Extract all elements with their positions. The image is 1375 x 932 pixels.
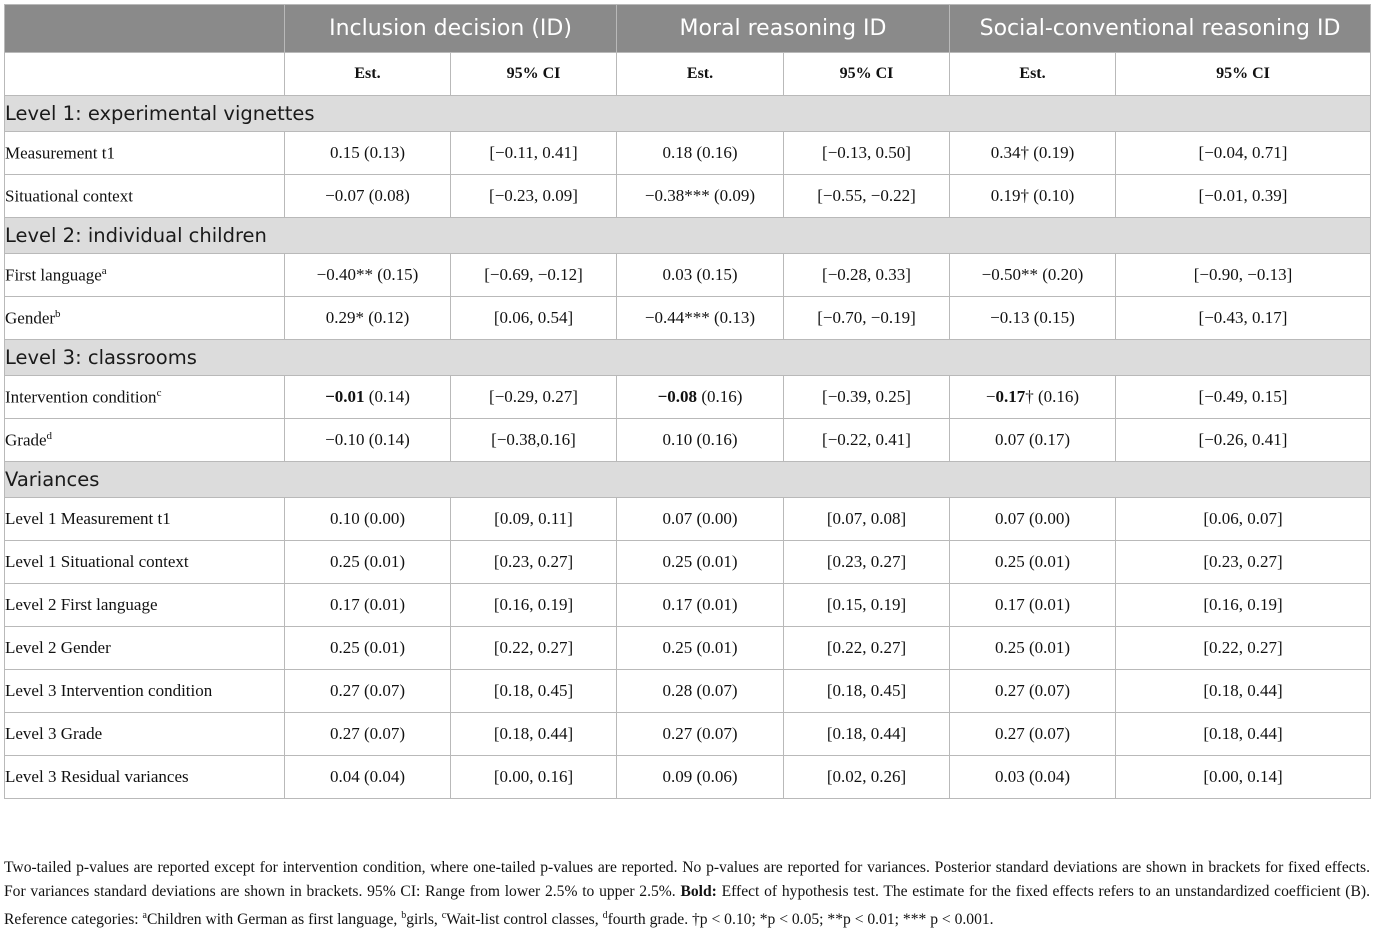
- cell-estimate: 0.15 (0.13): [285, 132, 451, 175]
- cell-estimate: 0.19† (0.10): [950, 175, 1116, 218]
- cell-ci: [0.22, 0.27]: [451, 627, 617, 670]
- cell-ci: [0.16, 0.19]: [1116, 584, 1371, 627]
- cell-estimate: 0.25 (0.01): [950, 627, 1116, 670]
- cell-ci: [−0.39, 0.25]: [784, 376, 950, 419]
- table-row: [5, 541, 1371, 584]
- subheader-est: Est.: [950, 53, 1116, 96]
- row-label: Measurement t1: [5, 132, 285, 175]
- cell-estimate: 0.29* (0.12): [285, 297, 451, 340]
- cell-ci: [0.23, 0.27]: [1116, 541, 1371, 584]
- cell-ci: [−0.90, −0.13]: [1116, 254, 1371, 297]
- cell-estimate: 0.10 (0.00): [285, 498, 451, 541]
- cell-estimate: 0.17 (0.01): [617, 584, 784, 627]
- cell-estimate: −0.13 (0.15): [950, 297, 1116, 340]
- header-group-moral: Moral reasoning ID: [617, 5, 950, 53]
- row-label: Intervention condition$^c$: [5, 376, 285, 419]
- cell-ci: [0.23, 0.27]: [784, 541, 950, 584]
- cell-estimate: 0.27 (0.07): [285, 713, 451, 756]
- row-label: Level 3 Residual variances: [5, 756, 285, 799]
- cell-estimate: 0.07 (0.00): [950, 498, 1116, 541]
- section-title: Variances: [5, 462, 1371, 498]
- cell-ci: [−0.29, 0.27]: [451, 376, 617, 419]
- table-row: [5, 175, 1371, 218]
- section-header: [5, 218, 1371, 254]
- cell-estimate: 0.34† (0.19): [950, 132, 1116, 175]
- cell-estimate: −0.17† (0.16): [950, 376, 1116, 419]
- cell-estimate: −0.07 (0.08): [285, 175, 451, 218]
- cell-ci: [−0.38,0.16]: [451, 419, 617, 462]
- table-row: [5, 756, 1371, 799]
- cell-estimate: −0.44*** (0.13): [617, 297, 784, 340]
- cell-ci: [−0.28, 0.33]: [784, 254, 950, 297]
- cell-estimate: −0.50** (0.20): [950, 254, 1116, 297]
- subheader-est: Est.: [617, 53, 784, 96]
- cell-estimate: −0.40** (0.15): [285, 254, 451, 297]
- cell-estimate: 0.10 (0.16): [617, 419, 784, 462]
- header-group-row: [5, 5, 1371, 53]
- row-label: Situational context: [5, 175, 285, 218]
- cell-estimate: 0.09 (0.06): [617, 756, 784, 799]
- cell-estimate: −0.08 (0.16): [617, 376, 784, 419]
- cell-estimate: 0.03 (0.15): [617, 254, 784, 297]
- cell-estimate: 0.04 (0.04): [285, 756, 451, 799]
- cell-estimate: 0.27 (0.07): [950, 670, 1116, 713]
- table-row: [5, 627, 1371, 670]
- cell-ci: [−0.43, 0.17]: [1116, 297, 1371, 340]
- cell-ci: [−0.13, 0.50]: [784, 132, 950, 175]
- cell-estimate: 0.27 (0.07): [617, 713, 784, 756]
- section-title: Level 2: individual children: [5, 218, 1371, 254]
- table-row: [5, 713, 1371, 756]
- section-header: [5, 462, 1371, 498]
- table-row: [5, 254, 1371, 297]
- table-row: [5, 498, 1371, 541]
- subheader-est: Est.: [285, 53, 451, 96]
- cell-ci: [−0.26, 0.41]: [1116, 419, 1371, 462]
- cell-estimate: 0.17 (0.01): [285, 584, 451, 627]
- row-label: Gender$^b$: [5, 297, 285, 340]
- section-header: [5, 340, 1371, 376]
- subheader-ci: 95% CI: [784, 53, 950, 96]
- cell-ci: [−0.69, −0.12]: [451, 254, 617, 297]
- table-row: [5, 584, 1371, 627]
- cell-ci: [0.16, 0.19]: [451, 584, 617, 627]
- cell-ci: [−0.23, 0.09]: [451, 175, 617, 218]
- header-corner: [5, 5, 285, 53]
- cell-ci: [0.22, 0.27]: [1116, 627, 1371, 670]
- row-label: Level 1 Measurement t1: [5, 498, 285, 541]
- cell-ci: [−0.01, 0.39]: [1116, 175, 1371, 218]
- cell-ci: [0.18, 0.44]: [1116, 713, 1371, 756]
- subheader-corner: [5, 53, 285, 96]
- row-label: First language$^a$: [5, 254, 285, 297]
- cell-ci: [0.00, 0.16]: [451, 756, 617, 799]
- subheader-ci: 95% CI: [451, 53, 617, 96]
- row-label: Level 1 Situational context: [5, 541, 285, 584]
- results-table: [4, 4, 1371, 799]
- table-row: [5, 670, 1371, 713]
- cell-ci: [0.06, 0.54]: [451, 297, 617, 340]
- cell-estimate: −0.01 (0.14): [285, 376, 451, 419]
- cell-ci: [0.07, 0.08]: [784, 498, 950, 541]
- cell-estimate: −0.10 (0.14): [285, 419, 451, 462]
- row-label: Grade$^d$: [5, 419, 285, 462]
- cell-estimate: 0.25 (0.01): [617, 541, 784, 584]
- cell-ci: [−0.04, 0.71]: [1116, 132, 1371, 175]
- cell-ci: [0.06, 0.07]: [1116, 498, 1371, 541]
- cell-ci: [−0.70, −0.19]: [784, 297, 950, 340]
- cell-estimate: 0.27 (0.07): [285, 670, 451, 713]
- cell-ci: [−0.22, 0.41]: [784, 419, 950, 462]
- cell-ci: [0.18, 0.45]: [451, 670, 617, 713]
- cell-estimate: 0.25 (0.01): [617, 627, 784, 670]
- cell-estimate: 0.07 (0.17): [950, 419, 1116, 462]
- header-group-inclusion: Inclusion decision (ID): [285, 5, 617, 53]
- cell-ci: [0.18, 0.45]: [784, 670, 950, 713]
- cell-ci: [0.23, 0.27]: [451, 541, 617, 584]
- cell-ci: [0.18, 0.44]: [1116, 670, 1371, 713]
- table-row: [5, 132, 1371, 175]
- cell-ci: [0.00, 0.14]: [1116, 756, 1371, 799]
- cell-estimate: 0.27 (0.07): [950, 713, 1116, 756]
- cell-estimate: 0.17 (0.01): [950, 584, 1116, 627]
- cell-ci: [0.18, 0.44]: [451, 713, 617, 756]
- cell-ci: [−0.49, 0.15]: [1116, 376, 1371, 419]
- cell-estimate: 0.03 (0.04): [950, 756, 1116, 799]
- cell-estimate: 0.25 (0.01): [950, 541, 1116, 584]
- row-label: Level 3 Grade: [5, 713, 285, 756]
- section-title: Level 3: classrooms: [5, 340, 1371, 376]
- header-subcolumn-row: [5, 53, 1371, 96]
- cell-ci: [0.15, 0.19]: [784, 584, 950, 627]
- cell-estimate: 0.18 (0.16): [617, 132, 784, 175]
- cell-estimate: 0.07 (0.00): [617, 498, 784, 541]
- table-row: [5, 419, 1371, 462]
- cell-ci: [0.18, 0.44]: [784, 713, 950, 756]
- cell-ci: [−0.11, 0.41]: [451, 132, 617, 175]
- header-group-social: Social-conventional reasoning ID: [950, 5, 1371, 53]
- section-title: Level 1: experimental vignettes: [5, 96, 1371, 132]
- cell-estimate: 0.25 (0.01): [285, 541, 451, 584]
- table-row: [5, 297, 1371, 340]
- cell-estimate: 0.28 (0.07): [617, 670, 784, 713]
- row-label: Level 2 Gender: [5, 627, 285, 670]
- cell-ci: [0.22, 0.27]: [784, 627, 950, 670]
- table-row: [5, 376, 1371, 419]
- row-label: Level 3 Intervention condition: [5, 670, 285, 713]
- table-footnote: Two-tailed p-values are reported except for intervention condition, where one-tailed p-values are reported. No p-values are reported for variances. Posterior standard deviations are shown in brackets for fixed effects. For variances standard deviations are shown in brackets. 95% CI: Range from lower 2.5% to upper 2.5%. Bold: Effect of hypothesis test. The estimate for the fixed effects refers to an unstandardized coefficient (B). Reference categories: $^a$Children with German as first language, $^b$girls, $^c$Wait-list control classes, $^d$fourth grade. †p < 0.10; *p < 0.05; **p < 0.01; *** p < 0.001.: [4, 859, 1370, 929]
- cell-ci: [0.09, 0.11]: [451, 498, 617, 541]
- row-label: Level 2 First language: [5, 584, 285, 627]
- cell-ci: [−0.55, −0.22]: [784, 175, 950, 218]
- cell-estimate: −0.38*** (0.09): [617, 175, 784, 218]
- cell-estimate: 0.25 (0.01): [285, 627, 451, 670]
- section-header: [5, 96, 1371, 132]
- subheader-ci: 95% CI: [1116, 53, 1371, 96]
- cell-ci: [0.02, 0.26]: [784, 756, 950, 799]
